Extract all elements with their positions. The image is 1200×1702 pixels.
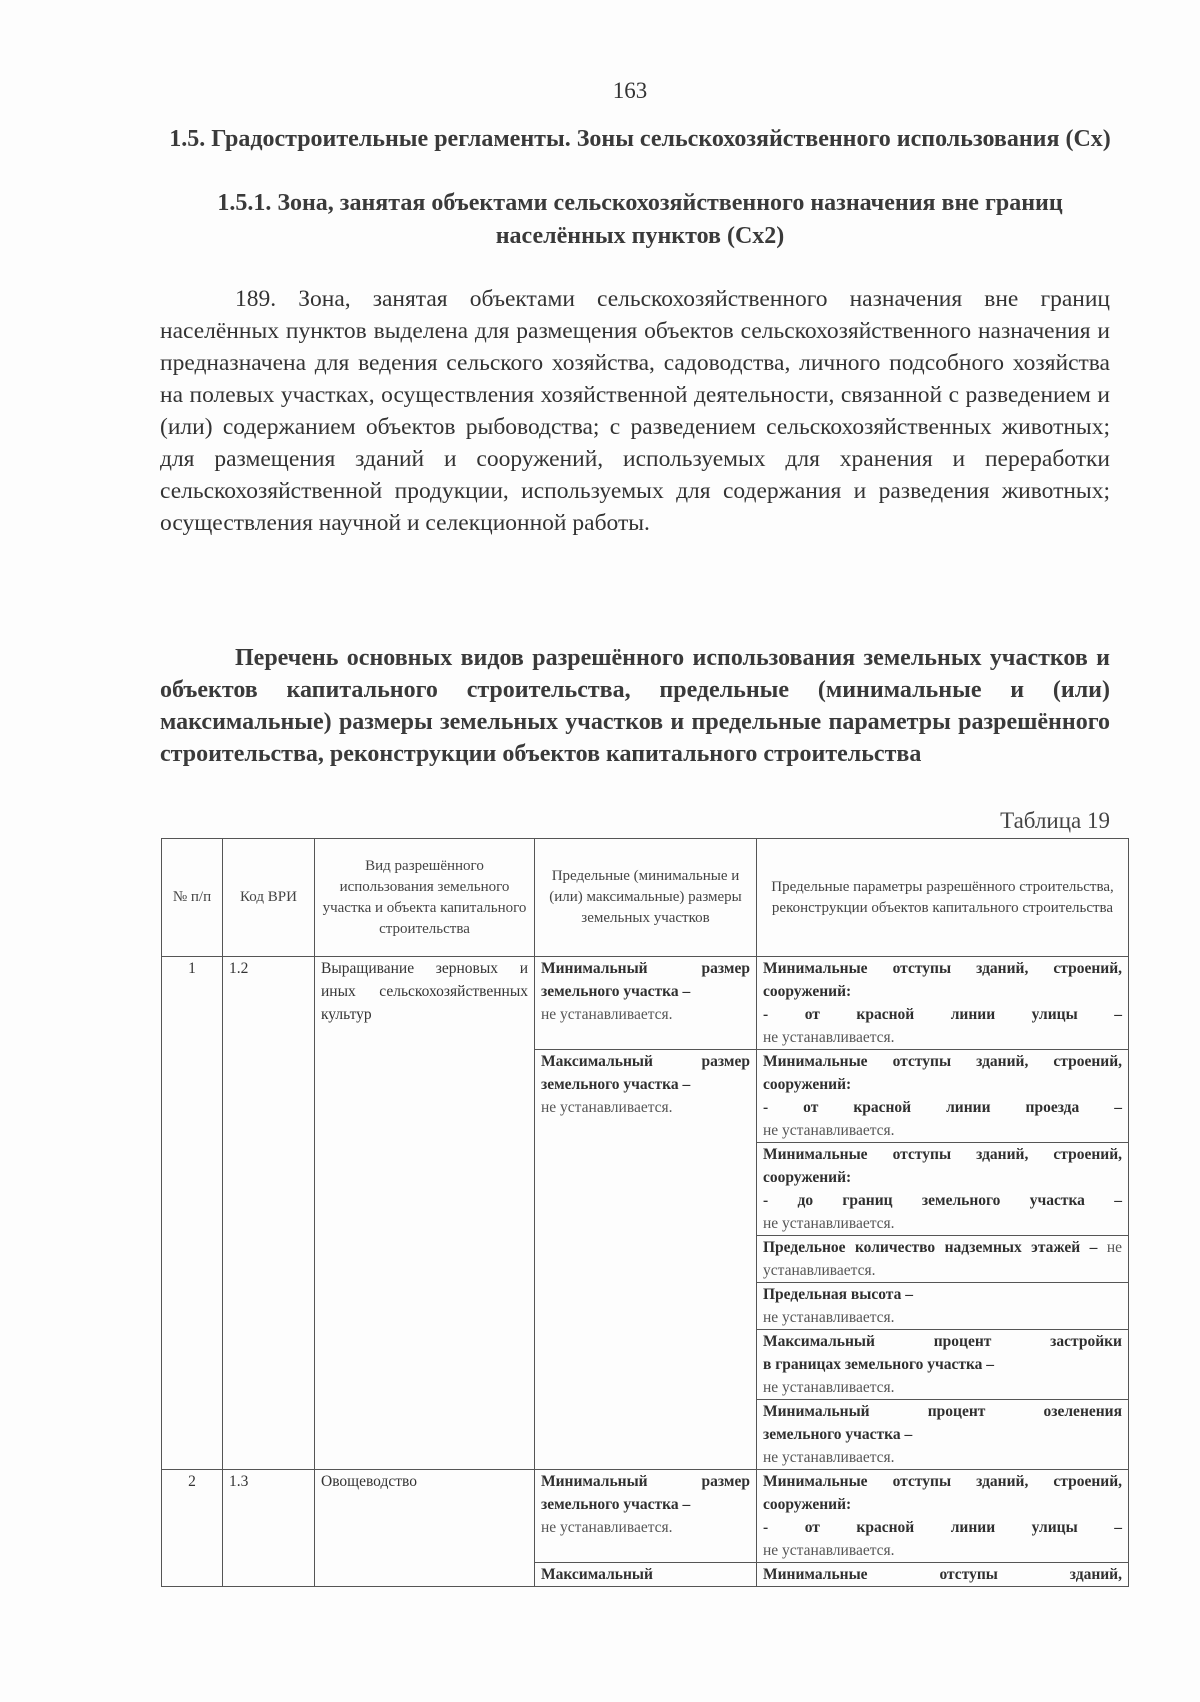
table-row [162, 1470, 1129, 1563]
parameter-value: не устанавливается. [763, 1122, 895, 1139]
header-use-type: Вид разрешённого использования земельного участка и объекта капитального строительства [315, 839, 535, 957]
parameter-cell [757, 1400, 1129, 1470]
parameter-value: не устанавливается. [763, 1239, 1123, 1279]
parameter-cell [757, 957, 1129, 1050]
row-number: 1 [162, 957, 223, 1470]
row-code: 1.2 [223, 957, 315, 1470]
parameter-label: Минимальные отступы зданий, строений, сооружений: [763, 1146, 1122, 1186]
row-number: 2 [162, 1470, 223, 1587]
zone-description-paragraph: 189. Зона, занятая объектами сельскохозяйственного назначения вне границ населённых пунктов выделена для размещения объектов сельскохозяйственного назначения и предназначена для ведения сельского хозяйства, садоводства, личного подсобного хозяйства на полевых участках, осуществления хозяйственной деятельности, связанной с разведением и (или) содержанием объектов рыбоводства; с разведением сельскохозяйственных животных; для размещения зданий и сооружений, используемых для хранения и переработки сельскохозяйственной продукции, используемых для содержания и разведения животных; осуществления научной и селекционной работы. [160, 286, 1110, 536]
parameter-cell [757, 1283, 1129, 1330]
parameter-label: Предельное количество надземных этажей – [763, 1239, 1098, 1256]
parameter-value: не устанавливается. [763, 1309, 895, 1326]
page-number: 163 [612, 78, 648, 103]
parameter-line: - от красной линии улицы – [763, 1519, 1122, 1536]
section-heading: 1.5. Градостроительные регламенты. Зоны сельскохозяйственного использования (Сх) [169, 126, 1111, 152]
parameter-label: Минимальные отступы зданий, строений, сооружений: [763, 960, 1122, 1000]
row-use-type: Выращивание зерновых и иных сельскохозяйственных культур [315, 957, 535, 1470]
parameter-label: Минимальные отступы зданий, строений, сооружений: [763, 1473, 1122, 1513]
parameter-label: Минимальные отступы зданий, [763, 1566, 1122, 1583]
parameter-label: Предельная высота – [763, 1286, 913, 1303]
subsection-heading: 1.5.1. Зона, занятая объектами сельскохозяйственного назначения вне границ населённых пунктов (Сх2) [217, 190, 1063, 249]
parameter-label: Минимальный процент озеленения [763, 1403, 1122, 1420]
parameter-line: земельного участка – [763, 1426, 913, 1443]
parameter-line: - до границ земельного участка – [763, 1192, 1122, 1209]
parameter-cell [757, 1050, 1129, 1143]
parameter-value: не устанавливается. [763, 1542, 895, 1559]
max-plot-size-label: Максимальный [541, 1566, 653, 1583]
table-label: Таблица 19 [1000, 808, 1110, 833]
parameter-label: Минимальные отступы зданий, строений, сооружений: [763, 1053, 1122, 1093]
header-parameters: Предельные параметры разрешённого строительства, реконструкции объектов капитального строительства [757, 839, 1129, 957]
min-plot-size-value: не устанавливается. [541, 1519, 673, 1536]
max-plot-size-cell [535, 1050, 757, 1470]
parameter-cell [757, 1470, 1129, 1563]
row-code: 1.3 [223, 1470, 315, 1587]
parameter-value: не устанавливается. [763, 1379, 895, 1396]
min-plot-size-cell [535, 1470, 757, 1563]
parameter-cell [757, 1236, 1129, 1283]
parameter-line: в границах земельного участка – [763, 1356, 995, 1373]
parameter-line: - от красной линии улицы – [763, 1006, 1122, 1023]
row-use-type: Овощеводство [315, 1470, 535, 1587]
min-plot-size-label: Минимальный размер земельного участка – [541, 960, 750, 1000]
min-plot-size-label: Минимальный размер земельного участка – [541, 1473, 750, 1513]
parameter-cell [757, 1143, 1129, 1236]
min-plot-size-cell [535, 957, 757, 1050]
table-header-row [162, 839, 1129, 957]
parameter-cell [757, 1563, 1129, 1587]
header-number: № п/п [162, 839, 223, 957]
min-plot-size-value: не устанавливается. [541, 1006, 673, 1023]
permitted-use-table [161, 838, 1129, 1587]
parameter-value: не устанавливается. [763, 1029, 895, 1046]
header-plot-sizes: Предельные (минимальные и (или) максимальные) размеры земельных участков [535, 839, 757, 957]
table-row [162, 957, 1129, 1050]
parameter-value: не устанавливается. [763, 1215, 895, 1232]
header-code: Код ВРИ [223, 839, 315, 957]
max-plot-size-value: не устанавливается. [541, 1099, 673, 1116]
max-plot-size-label: Максимальный размер земельного участка – [541, 1053, 750, 1093]
list-title: Перечень основных видов разрешённого использования земельных участков и объектов капитального строительства, предельные (минимальные и (или) максимальные) размеры земельных участков и предельные параметры разрешённого строительства, реконструкции объектов капитального строительства [160, 645, 1110, 767]
max-plot-size-cell [535, 1563, 757, 1587]
parameter-label: Максимальный процент застройки [763, 1333, 1122, 1350]
parameter-cell [757, 1330, 1129, 1400]
parameter-line: - от красной линии проезда – [763, 1099, 1122, 1116]
parameter-value: не устанавливается. [763, 1449, 895, 1466]
